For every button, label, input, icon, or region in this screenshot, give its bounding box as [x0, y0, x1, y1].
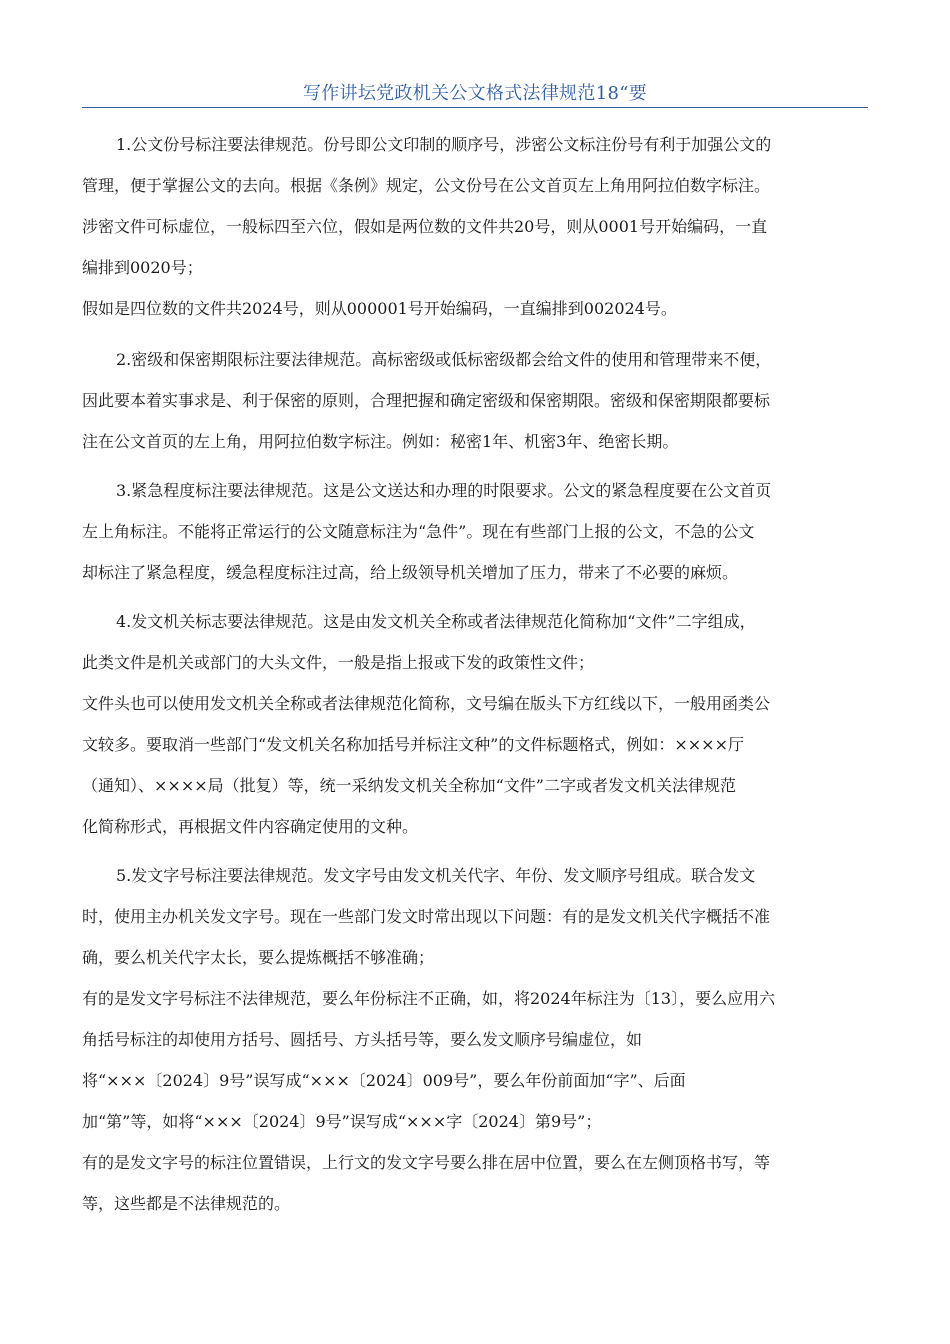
text-line: 编排到0020号； [82, 258, 203, 277]
text-line: 文件头也可以使用发文机关全称或者法律规范化简称，文号编在版头下方红线以下，一般用函类公 [82, 694, 771, 713]
text-line: 此类文件是机关或部门的大头文件，一般是指上报或下发的政策性文件； [82, 653, 595, 672]
header-divider [82, 107, 868, 108]
text-line: 2.密级和保密期限标注要法律规范。高标密级或低标密级都会给文件的使用和管理带来不便， [116, 350, 772, 369]
text-line: 涉密文件可标虚位，一般标四至六位，假如是两位数的文件共20号，则从0001号开始编码，一直 [82, 217, 768, 236]
page-title: 写作讲坛党政机关公文格式法律规范18“要 [302, 83, 648, 104]
text-line: （通知）、××××局（批复）等，统一采纳发文机关全称加“文件”二字或者发文机关法律规范 [82, 776, 736, 795]
text-line: 确，要么机关代字太长，要么提炼概括不够准确； [82, 948, 435, 967]
paragraph-3 [82, 470, 868, 593]
paragraph-2 [82, 339, 868, 462]
text-line: 却标注了紧急程度，缓急程度标注过高，给上级领导机关增加了压力，带来了不必要的麻烦。 [82, 563, 739, 582]
text-line: 等，这些都是不法律规范的。 [82, 1194, 291, 1213]
text-line: 时，使用主办机关发文字号。现在一些部门发文时常出现以下问题：有的是发文机关代字概括不准 [82, 907, 771, 926]
text-line: 4.发文机关标志要法律规范。这是由发文机关全称或者法律规范化简称加“文件”二字组成， [116, 612, 756, 631]
text-line: 3.紧急程度标注要法律规范。这是公文送达和办理的时限要求。公文的紧急程度要在公文首页 [116, 481, 772, 500]
text-line: 管理，便于掌握公文的去向。根据《条例》规定，公文份号在公文首页左上角用阿拉伯数字标注。 [82, 176, 771, 195]
text-line: 加“第”等，如将“×××〔2024〕9号”误写成“×××字〔2024〕第9号”； [82, 1112, 602, 1131]
text-line: 假如是四位数的文件共2024号，则从000001号开始编码，一直编排到002024号。 [82, 299, 677, 318]
text-line: 有的是发文字号的标注位置错误，上行文的发文字号要么排在居中位置，要么在左侧顶格书写，等 [82, 1153, 771, 1172]
text-line: 有的是发文字号标注不法律规范，要么年份标注不正确，如，将2024年标注为〔13〕，要么应用六 [82, 989, 776, 1008]
text-line: 1.公文份号标注要法律规范。份号即公文印制的顺序号，涉密公文标注份号有利于加强公文的 [116, 135, 772, 154]
document-body [82, 124, 868, 1224]
paragraph-1 [82, 124, 868, 329]
text-line: 左上角标注。不能将正常运行的公文随意标注为“急件”。现在有些部门上报的公文，不急的公文 [82, 522, 755, 541]
text-line: 因此要本着实事求是、利于保密的原则，合理把握和确定密级和保密期限。密级和保密期限都要标 [82, 391, 771, 410]
text-line: 将“×××〔2024〕9号”误写成“×××〔2024〕009号”，要么年份前面加“字”、后面 [82, 1071, 686, 1090]
paragraph-5 [82, 855, 868, 1224]
text-line: 化简称形式，再根据文件内容确定使用的文种。 [82, 817, 419, 836]
text-line: 角括号标注的却使用方括号、圆括号、方头括号等，要么发文顺序号编虚位，如 [82, 1030, 643, 1049]
text-line: 文较多。要取消一些部门“发文机关名称加括号并标注文种”的文件标题格式，例如：××××厅 [82, 735, 744, 754]
text-line: 注在公文首页的左上角，用阿拉伯数字标注。例如：秘密1年、机密3年、绝密长期。 [82, 432, 679, 451]
paragraph-4 [82, 601, 868, 847]
text-line: 5.发文字号标注要法律规范。发文字号由发文机关代字、年份、发文顺序号组成。联合发文 [116, 866, 756, 885]
